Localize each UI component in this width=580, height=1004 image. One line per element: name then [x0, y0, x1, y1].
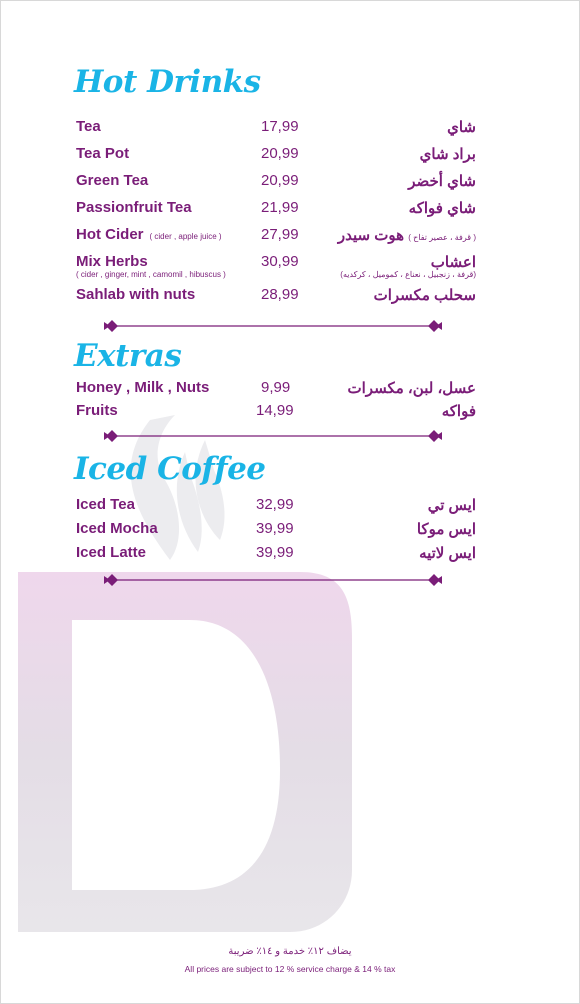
item-price: 28,99: [261, 286, 299, 303]
section-title-iced-coffee: Iced Coffee: [74, 451, 266, 487]
menu-item: [76, 544, 476, 564]
item-name: [76, 226, 222, 243]
item-name: Tea: [76, 118, 101, 135]
item-arabic-name: [338, 226, 476, 244]
menu-item: [76, 286, 476, 306]
item-arabic-name: عسل، لبن، مكسرات: [347, 380, 476, 397]
section-title-extras: Extras: [74, 338, 182, 374]
item-arabic-text: هوت سيدر: [337, 227, 405, 244]
item-price: 39,99: [256, 520, 294, 537]
menu-item: [76, 496, 476, 516]
item-name: Iced Tea: [76, 496, 135, 513]
menu-item: [76, 520, 476, 540]
item-arabic-name: شاي: [447, 119, 476, 136]
item-price: 20,99: [261, 145, 299, 162]
item-arabic-name: شاي فواكه: [408, 200, 476, 217]
item-name: Iced Mocha: [76, 520, 158, 537]
item-price: 27,99: [261, 226, 299, 243]
item-arabic-name: ايس موكا: [416, 521, 476, 538]
menu-item: [76, 145, 476, 165]
item-arabic-note: ( قرفة ، عصير تفاح ): [408, 233, 476, 242]
item-arabic-name: سحلب مكسرات: [373, 287, 476, 304]
item-name: Tea Pot: [76, 145, 130, 162]
ornament-divider: [104, 573, 442, 587]
item-arabic-name: ايس لاتيه: [419, 545, 476, 562]
item-price: 14,99: [256, 402, 294, 419]
item-name: Iced Latte: [76, 544, 147, 561]
menu-item: [76, 118, 476, 138]
item-arabic-name: براد شاي: [419, 146, 476, 163]
menu-item: [76, 253, 476, 279]
item-subnote: ( cider , ginger, mint , camomil , hibuscus ): [76, 270, 226, 279]
footer-tax-note-arabic: يضاف ١٢٪ خدمة و ١٤٪ ضريبة: [228, 946, 352, 957]
menu-item: [76, 379, 476, 399]
item-price: 39,99: [256, 544, 294, 561]
item-price: 20,99: [261, 172, 299, 189]
item-arabic-name: شاي أخضر: [408, 173, 476, 190]
item-name: Sahlab with nuts: [76, 286, 196, 303]
section-title-hot-drinks: Hot Drinks: [74, 64, 261, 100]
item-name-text: Hot Cider: [76, 226, 144, 243]
menu-item: [76, 199, 476, 219]
item-arabic-name: ايس تي: [427, 497, 476, 514]
item-arabic-subnote: (قرفة ، زنجبيل ، نعناع ، كموميل ، كركديه): [340, 270, 476, 279]
item-arabic-name: اعشاب: [430, 254, 476, 271]
menu-item: [76, 226, 476, 246]
item-name: Honey , Milk , Nuts: [76, 379, 210, 396]
footer-tax-note: All prices are subject to 12 % service charge & 14 % tax: [184, 964, 396, 974]
ornament-divider: [104, 319, 442, 333]
item-price: 30,99: [261, 253, 299, 270]
item-name: Fruits: [76, 402, 118, 419]
item-arabic-name: فواكه: [441, 403, 476, 420]
item-name: Green Tea: [76, 172, 149, 189]
item-price: 9,99: [261, 379, 291, 396]
item-price: 17,99: [261, 118, 299, 135]
item-name: Mix Herbs: [76, 253, 148, 270]
menu-item: [76, 172, 476, 192]
item-name: Passionfruit Tea: [76, 199, 192, 216]
ornament-divider: [104, 429, 442, 443]
item-price: 21,99: [261, 199, 299, 216]
menu-item: [76, 402, 476, 422]
item-note: ( cider , apple juice ): [149, 232, 222, 241]
item-price: 32,99: [256, 496, 294, 513]
